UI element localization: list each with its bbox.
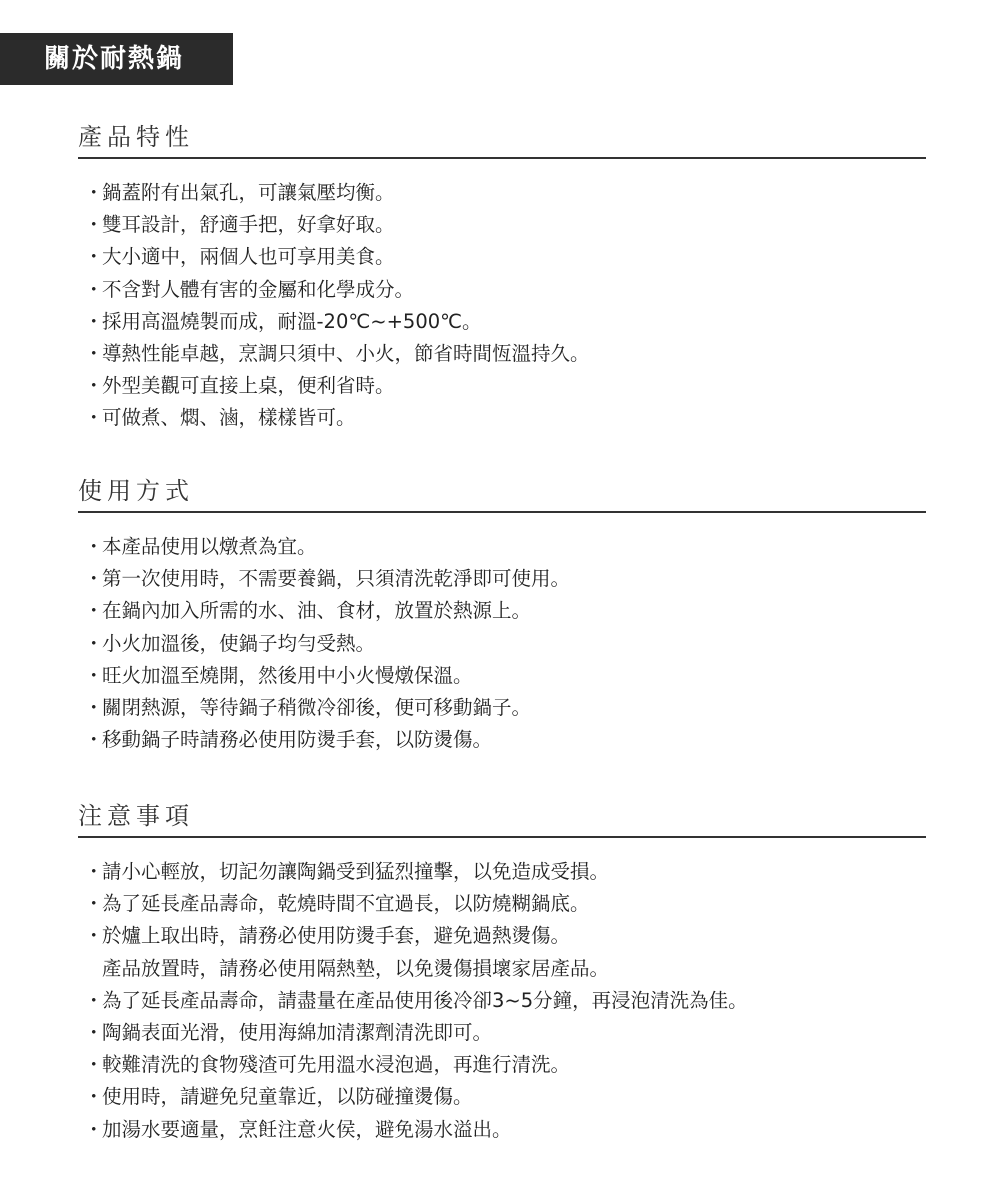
list-item-text: 外型美觀可直接上桌，便利省時。 [102, 374, 395, 398]
bullet-dot: ・ [84, 245, 104, 269]
list-item [78, 1081, 926, 1113]
list-item-text: 產品放置時，請務必使用隔熱墊，以免燙傷損壞家居產品。 [102, 956, 610, 980]
bullet-dot: ・ [84, 406, 104, 430]
list-item-text: 可做煮、燜、滷，樣樣皆可。 [102, 406, 356, 430]
page-title: 關於耐熱鍋 [44, 44, 185, 74]
list-item-text: 第一次使用時，不需要養鍋，只須清洗乾淨即可使用。 [102, 567, 571, 591]
bullet-dot: ・ [84, 695, 104, 719]
list-item-text: 雙耳設計，舒適手把，好拿好取。 [102, 213, 395, 237]
list-item-text: 較難清洗的食物殘渣可先用溫水浸泡過，再進行清洗。 [102, 1053, 571, 1077]
bullet-dot: ・ [84, 1117, 104, 1141]
list-item-text: 加湯水要適量，烹飪注意火侯，避免湯水溢出。 [102, 1117, 512, 1141]
section-heading-precautions: 注意事項 [78, 798, 926, 838]
list-item-text: 導熱性能卓越，烹調只須中、小火，節省時間恆溫持久。 [102, 341, 590, 365]
bullet-dot: ・ [84, 924, 104, 948]
list-item [78, 985, 926, 1017]
list-item [78, 628, 926, 660]
list-item [78, 306, 926, 338]
section-precautions [78, 798, 926, 1146]
list-item-text: 於爐上取出時，請務必使用防燙手套，避免過熱燙傷。 [102, 924, 571, 948]
bullet-dot: ・ [84, 988, 104, 1012]
list-item [78, 338, 926, 370]
list-item-text: 移動鍋子時請務必使用防燙手套，以防燙傷。 [102, 728, 493, 752]
list-item-text: 請小心輕放，切記勿讓陶鍋受到猛烈撞擊，以免造成受損。 [102, 860, 610, 883]
list-item [78, 563, 926, 595]
list-item [78, 595, 926, 627]
list-item [78, 274, 926, 306]
bullet-dot: ・ [84, 728, 104, 752]
bullet-dot: ・ [84, 1020, 104, 1044]
list-item [78, 920, 926, 952]
section-heading-usage-method: 使用方式 [78, 473, 926, 513]
list-item [78, 1114, 926, 1146]
list-item [78, 209, 926, 241]
list-item [78, 531, 926, 563]
list-item [78, 1049, 926, 1081]
section-usage-method [78, 473, 926, 756]
list-item [78, 1017, 926, 1049]
list-item-text: 不含對人體有害的金屬和化學成分。 [102, 277, 415, 301]
list-item [78, 177, 926, 209]
bullet-dot: ・ [84, 341, 104, 365]
bullet-dot: ・ [84, 860, 104, 883]
section-heading-product-features: 產品特性 [78, 119, 926, 159]
bullet-dot: ・ [84, 1053, 104, 1077]
list-item-text: 關閉熱源，等待鍋子稍微冷卻後，便可移動鍋子。 [102, 695, 532, 719]
list-item-text: 使用時，請避免兒童靠近，以防碰撞燙傷。 [102, 1085, 473, 1109]
bullet-dot: ・ [84, 181, 104, 204]
list-item-text: 鍋蓋附有出氣孔，可讓氣壓均衡。 [102, 181, 395, 204]
page-title-banner [0, 33, 233, 85]
bullet-dot: ・ [84, 599, 104, 623]
list-item-text: 大小適中，兩個人也可享用美食。 [102, 245, 395, 269]
bullet-dot: ・ [84, 567, 104, 591]
bullet-dot: ・ [84, 631, 104, 655]
list-item-text: 為了延長產品壽命，乾燒時間不宜過長，以防燒糊鍋底。 [102, 892, 590, 916]
list-item-text: 在鍋內加入所需的水、油、食材，放置於熱源上。 [102, 599, 532, 623]
bullet-dot: ・ [84, 213, 104, 237]
list-item-text: 本產品使用以燉煮為宜。 [102, 535, 317, 558]
bullet-dot: ・ [84, 663, 104, 687]
list-item-text: 小火加溫後，使鍋子均勻受熱。 [102, 631, 376, 655]
list-item-text: 為了延長產品壽命，請盡量在產品使用後冷卻3~5分鐘，再浸泡清洗為佳。 [102, 988, 748, 1012]
list-item-text: 採用高溫燒製而成，耐溫-20℃~+500℃。 [102, 309, 482, 333]
precautions-list [78, 856, 926, 1146]
list-item [78, 692, 926, 724]
list-item [78, 241, 926, 273]
bullet-dot: ・ [84, 277, 104, 301]
list-item [78, 724, 926, 756]
section-product-features [78, 119, 926, 435]
list-item [78, 856, 926, 888]
product-features-list [78, 177, 926, 435]
list-item [78, 370, 926, 402]
bullet-dot: ・ [84, 892, 104, 916]
bullet-dot: ・ [84, 309, 104, 333]
bullet-dot: ・ [84, 1085, 104, 1109]
list-item [78, 660, 926, 692]
list-item [78, 888, 926, 920]
list-item-text: 陶鍋表面光滑，使用海綿加清潔劑清洗即可。 [102, 1020, 493, 1044]
bullet-dot: ・ [84, 374, 104, 398]
list-item [78, 402, 926, 434]
usage-method-list [78, 531, 926, 756]
list-item-text: 旺火加溫至燒開，然後用中小火慢燉保溫。 [102, 663, 473, 687]
bullet-dot: ・ [84, 535, 104, 558]
list-item-continuation [78, 953, 926, 985]
